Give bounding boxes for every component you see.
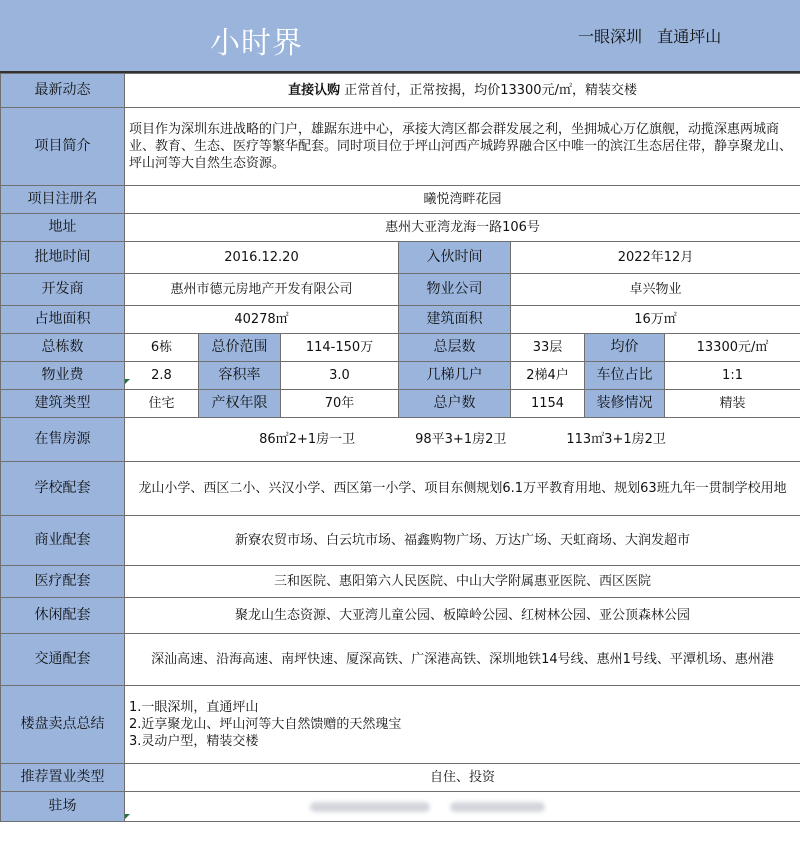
label-address: 地址 — [1, 214, 125, 242]
table-row — [1, 516, 800, 566]
label-elevators: 几梯几户 — [399, 362, 511, 390]
land-area-value: 40278㎡ — [125, 306, 399, 334]
property-mgmt-value: 卓兴物业 — [511, 274, 800, 306]
table-row — [1, 306, 800, 334]
label-approval: 批地时间 — [1, 242, 125, 274]
table-row — [1, 390, 800, 418]
table-row — [1, 334, 800, 362]
label-property-mgmt: 物业公司 — [399, 274, 511, 306]
table-row — [1, 74, 800, 108]
fee-value: 2.8 — [125, 362, 199, 390]
table-row — [1, 108, 800, 186]
label-land-area: 占地面积 — [1, 306, 125, 334]
highlight-item: 3.灵动户型，精装交楼 — [129, 734, 259, 749]
floor-area-value: 16万㎡ — [511, 306, 800, 334]
table-row — [1, 634, 800, 686]
label-commerce: 商业配套 — [1, 516, 125, 566]
label-plot-ratio: 容积率 — [199, 362, 281, 390]
elevators-value: 2梯4户 — [511, 362, 585, 390]
parking-ratio-value: 1:1 — [665, 362, 800, 390]
table-row — [1, 566, 800, 598]
regname-value: 曦悦湾畔花园 — [125, 186, 800, 214]
floors-value: 33层 — [511, 334, 585, 362]
label-leisure: 休闲配套 — [1, 598, 125, 634]
intro-text: 项目作为深圳东进战略的门户，雄踞东进中心，承接大湾区都会群发展之利，坐拥城心万亿旗舰，动揽深惠两城商业、教育、生态、医疗等繁华配套。同时项目位于坪山河西产城跨界融合区中唯一的滨江生态居住带，静享聚龙山、坪山河等大自然生态资源。 — [125, 108, 800, 186]
label-building-type: 建筑类型 — [1, 390, 125, 418]
redaction-blur — [310, 802, 430, 812]
table-row — [1, 362, 800, 390]
label-traffic: 交通配套 — [1, 634, 125, 686]
unit-type: 98平3+1房2卫 — [415, 432, 507, 447]
school-value: 龙山小学、西区二小、兴汉小学、西区第一小学、项目东侧规划6.1万平教育用地、规划63班九年一贯制学校用地 — [125, 462, 800, 516]
developer-value: 惠州市德元房地产开发有限公司 — [125, 274, 399, 306]
info-table — [0, 73, 800, 822]
label-regname: 项目注册名 — [1, 186, 125, 214]
building-type-value: 住宅 — [125, 390, 199, 418]
header-banner — [0, 0, 800, 74]
cell-marker — [125, 379, 130, 384]
unit-type: 113㎡3+1房2卫 — [566, 432, 666, 447]
label-floors: 总层数 — [399, 334, 511, 362]
label-recommend: 推荐置业类型 — [1, 764, 125, 792]
label-fee: 物业费 — [1, 362, 125, 390]
table-row — [1, 792, 800, 822]
latest-news-bold: 直接认购 — [288, 83, 341, 98]
recommend-value: 自住、投资 — [125, 764, 800, 792]
commerce-value: 新寮农贸市场、白云坑市场、福鑫购物广场、万达广场、天虹商场、大润发超市 — [125, 516, 800, 566]
table-row — [1, 764, 800, 792]
table-row — [1, 186, 800, 214]
table-row — [1, 214, 800, 242]
label-parking-ratio: 车位占比 — [585, 362, 665, 390]
highlight-item: 2.近享聚龙山、坪山河等大自然馈赠的天然瑰宝 — [129, 717, 402, 732]
label-resident: 驻场 — [1, 792, 125, 822]
leisure-value: 聚龙山生态资源、大亚湾儿童公园、板障岭公园、红树林公园、亚公顶森林公园 — [125, 598, 800, 634]
label-school: 学校配套 — [1, 462, 125, 516]
label-highlights: 楼盘卖点总结 — [1, 686, 125, 764]
movein-value: 2022年12月 — [511, 242, 800, 274]
tenure-value: 70年 — [281, 390, 399, 418]
households-value: 1154 — [511, 390, 585, 418]
traffic-value: 深汕高速、沿海高速、南坪快速、厦深高铁、广深港高铁、深圳地铁14号线、惠州1号线、平潭机场、惠州港 — [125, 634, 800, 686]
unit-type: 86㎡2+1房一卫 — [259, 432, 356, 447]
table-row — [1, 418, 800, 462]
address-value: 惠州大亚湾龙海一路106号 — [125, 214, 800, 242]
label-floor-area: 建筑面积 — [399, 306, 511, 334]
label-intro: 项目简介 — [1, 108, 125, 186]
label-on-sale: 在售房源 — [1, 418, 125, 462]
decoration-value: 精装 — [665, 390, 800, 418]
header-slogan: 一眼深圳 直通坪山 — [578, 27, 722, 46]
approval-value: 2016.12.20 — [125, 242, 399, 274]
label-tenure: 产权年限 — [199, 390, 281, 418]
label-developer: 开发商 — [1, 274, 125, 306]
label-price-range: 总价范围 — [199, 334, 281, 362]
avg-price-value: 13300元/㎡ — [665, 334, 800, 362]
label-medical: 医疗配套 — [1, 566, 125, 598]
highlight-item: 1.一眼深圳，直通坪山 — [129, 700, 259, 715]
label-latest: 最新动态 — [1, 74, 125, 108]
table-row — [1, 274, 800, 306]
label-buildings: 总栋数 — [1, 334, 125, 362]
cell-marker — [125, 814, 130, 819]
highlights-list — [125, 686, 800, 764]
medical-value: 三和医院、惠阳第六人民医院、中山大学附属惠亚医院、西区医院 — [125, 566, 800, 598]
latest-news-text: 正常首付，正常按揭，均价13300元/㎡，精装交楼 — [340, 83, 637, 98]
resident-value-redacted — [125, 792, 800, 822]
table-row — [1, 598, 800, 634]
label-decoration: 装修情况 — [585, 390, 665, 418]
buildings-value: 6栋 — [125, 334, 199, 362]
plot-ratio-value: 3.0 — [281, 362, 399, 390]
label-avg-price: 均价 — [585, 334, 665, 362]
on-sale-units — [125, 418, 800, 462]
brand-title: 小时界 — [210, 26, 303, 61]
label-households: 总户数 — [399, 390, 511, 418]
label-movein: 入伙时间 — [399, 242, 511, 274]
redaction-blur — [450, 802, 545, 812]
latest-news-cell — [125, 74, 800, 108]
table-row — [1, 462, 800, 516]
price-range-value: 114-150万 — [281, 334, 399, 362]
table-row — [1, 242, 800, 274]
table-row — [1, 686, 800, 764]
